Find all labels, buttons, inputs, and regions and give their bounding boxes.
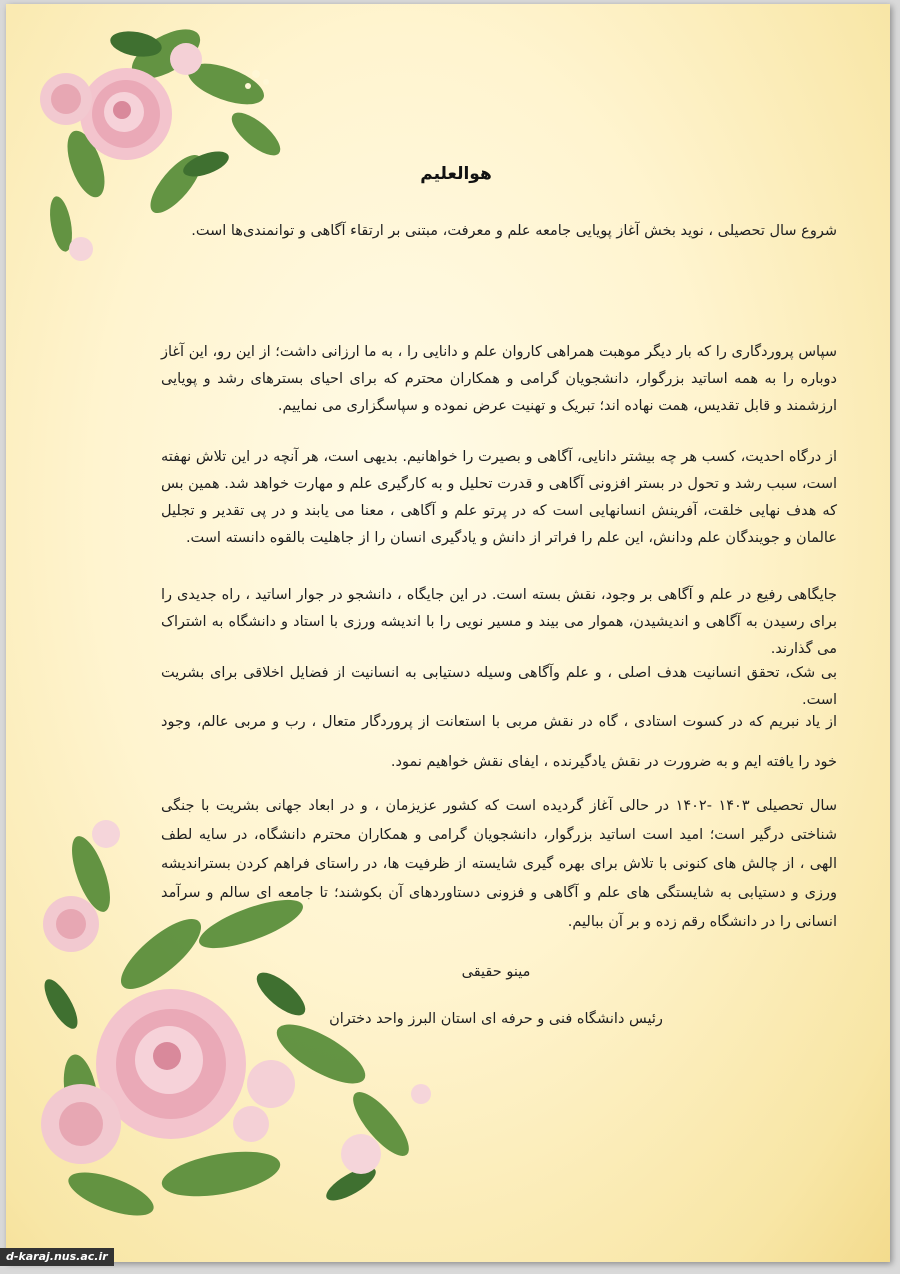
document-title: هوالعلیم <box>420 164 492 184</box>
signer-title: رئیس دانشگاه فنی و حرفه ای استان البرز واحد دختران <box>329 1011 663 1027</box>
paragraph-2: سپاس پروردگاری را که بار دیگر موهبت همراهی کاروان علم و دانایی را ، به ما ارزانی داشت؛ از این رو، این آغاز دوباره را به همه اساتید بزرگوار، دانشجویان گرامی و همکاران محترم که برای احیای بسترهای رشد و پویایی ارزشمند و قابل تقدیس، همت نهاده اند؛ تبریک و تهنیت عرض نموده و سپاسگزاری می نماییم. <box>161 344 837 414</box>
watermark-domain: .nus.ac.ir <box>49 1250 108 1263</box>
site-watermark <box>0 1248 114 1266</box>
paragraph-5: بی شک، تحقق انسانیت هدف اصلی ، و علم وآگاهی وسیله دستیابی به انسانیت از فضایل اخلاقی برای بشریت است. <box>161 665 837 708</box>
letter-page <box>6 4 890 1262</box>
signer-name: مینو حقیقی <box>461 964 531 980</box>
paragraph-1: شروع سال تحصیلی ، نوید بخش آغاز پویایی جامعه علم و معرفت، مبتنی بر ارتقاء آگاهی و توانمندی‌ها است. <box>191 223 837 239</box>
watermark-prefix: d-karaj <box>6 1250 50 1263</box>
paragraph-3: از درگاه احدیت، کسب هر چه بیشتر دانایی، آگاهی و بصیرت را خواهانیم. بدیهی است، هر آنچه در این تلاش نهفته است، سبب رشد و تحول در بستر افزونی آگاهی و قدرت تحلیل و به کارگیری علم و مهارت خواهد شد. همین بس که هدف نهایی خلقت، آفرینش انسانهایی است که در پرتو علم و آگاهی ، معنا می یابند و در پی تقدیر و تجلیل عالمان و جویندگان علم ودانش، این علم را فراتر از دانش و یادگیری انسان را از جاهلیت بالقوه دانسته است. <box>161 449 837 546</box>
paragraph-4: جایگاهی رفیع در علم و آگاهی بر وجود، نقش بسته است. در این جایگاه ، دانشجو در جوار اساتید ، راه جدیدی را برای رسیدن به آگاهی و اندیشیدن، هموار می بیند و مسیر نویی را با اندیشه ورزی با استاد و دانشگاه به اشتراک می گذارند. <box>161 587 837 657</box>
paragraph-6: از یاد نبریم که در کسوت استادی ، گاه در نقش مربی با استعانت از پروردگار متعال ، رب و مربی عالم، وجود خود را یافته ایم و به ضرورت در نقش یادگیرنده ، ایفای نقش خواهیم نمود. <box>161 714 837 770</box>
paragraph-7: سال تحصیلی ۱۴۰۳ -۱۴۰۲ در حالی آغاز گردیده است که کشور عزیزمان ، و در ابعاد جهانی بشریت با جنگی شناختی درگیر است؛ امید است اساتید بزرگوار، دانشجویان گرامی و همکاران محترم دانشگاه، در سایه لطف الهی ، از چالش های کنونی با تلاش برای بهره گیری شایسته از ظرفیت ها، در راستای فراهم کردن بستراندیشه ورزی و دستیابی به شایستگی های علم و آگاهی و فزونی دستاوردهای آن بکوشند؛ تا جامعه ای سالم و سرآمد انسانی را در دانشگاه رقم زده و بر آن ببالیم. <box>161 798 837 930</box>
